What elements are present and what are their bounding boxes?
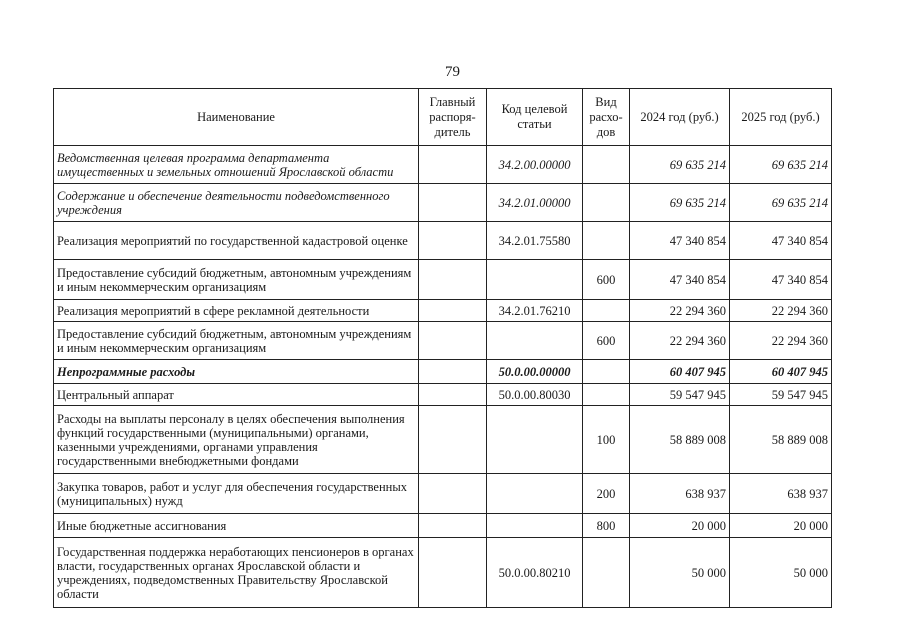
cell-vid	[583, 300, 630, 322]
cell-2025: 638 937	[730, 474, 832, 514]
cell-code: 34.2.01.75580	[487, 222, 583, 260]
cell-vid: 600	[583, 322, 630, 360]
table-row	[54, 538, 832, 608]
cell-2024: 638 937	[630, 474, 730, 514]
cell-code	[487, 514, 583, 538]
cell-vid: 100	[583, 406, 630, 474]
cell-name: Реализация мероприятий в сфере рекламной деятельности	[54, 300, 419, 322]
cell-2024: 22 294 360	[630, 300, 730, 322]
cell-vid	[583, 384, 630, 406]
cell-2025: 47 340 854	[730, 260, 832, 300]
cell-2025: 59 547 945	[730, 384, 832, 406]
cell-glav	[419, 184, 487, 222]
cell-2025: 22 294 360	[730, 300, 832, 322]
header-2025: 2025 год (руб.)	[730, 89, 832, 146]
cell-name: Расходы на выплаты персоналу в целях обеспечения выполнения функций государственными (муниципальными) органами, казенными учреждениями, органами управления государственными внебюджетными фондами	[54, 406, 419, 474]
table-row	[54, 322, 832, 360]
cell-name: Центральный аппарат	[54, 384, 419, 406]
table-row	[54, 222, 832, 260]
header-code: Код целевой статьи	[487, 89, 583, 146]
cell-vid	[583, 146, 630, 184]
cell-2025: 69 635 214	[730, 146, 832, 184]
table-row	[54, 184, 832, 222]
cell-code: 34.2.01.00000	[487, 184, 583, 222]
cell-name: Предоставление субсидий бюджетным, автономным учреждениям и иным некоммерческим организациям	[54, 260, 419, 300]
cell-glav	[419, 222, 487, 260]
cell-2024: 60 407 945	[630, 360, 730, 384]
table-row	[54, 474, 832, 514]
cell-2025: 60 407 945	[730, 360, 832, 384]
cell-2025: 50 000	[730, 538, 832, 608]
page-number: 79	[445, 64, 460, 80]
table-row	[54, 406, 832, 474]
cell-vid: 200	[583, 474, 630, 514]
cell-2024: 59 547 945	[630, 384, 730, 406]
cell-glav	[419, 514, 487, 538]
cell-2024: 69 635 214	[630, 184, 730, 222]
cell-name: Ведомственная целевая программа департамента имущественных и земельных отношений Ярославской области	[54, 146, 419, 184]
table-header-row	[54, 89, 832, 146]
cell-2025: 69 635 214	[730, 184, 832, 222]
cell-vid	[583, 360, 630, 384]
table-row	[54, 146, 832, 184]
cell-code	[487, 260, 583, 300]
cell-code: 50.0.00.00000	[487, 360, 583, 384]
cell-vid	[583, 184, 630, 222]
cell-glav	[419, 146, 487, 184]
cell-vid: 800	[583, 514, 630, 538]
header-name: Наименование	[54, 89, 419, 146]
cell-glav	[419, 322, 487, 360]
cell-glav	[419, 260, 487, 300]
cell-glav	[419, 384, 487, 406]
cell-code: 34.2.00.00000	[487, 146, 583, 184]
cell-2024: 69 635 214	[630, 146, 730, 184]
cell-glav	[419, 300, 487, 322]
cell-vid	[583, 222, 630, 260]
table-row	[54, 300, 832, 322]
cell-code	[487, 406, 583, 474]
header-2024: 2024 год (руб.)	[630, 89, 730, 146]
cell-code	[487, 474, 583, 514]
cell-2024: 20 000	[630, 514, 730, 538]
cell-vid: 600	[583, 260, 630, 300]
cell-name: Государственная поддержка неработающих пенсионеров в органах власти, государственных органах Ярославской области и учреждениях, подведомственных Правительству Ярославской области	[54, 538, 419, 608]
table-row	[54, 360, 832, 384]
budget-table	[53, 88, 832, 608]
cell-2024: 58 889 008	[630, 406, 730, 474]
cell-glav	[419, 406, 487, 474]
table-row	[54, 514, 832, 538]
cell-code: 50.0.00.80210	[487, 538, 583, 608]
cell-vid	[583, 538, 630, 608]
cell-name: Иные бюджетные ассигнования	[54, 514, 419, 538]
cell-2024: 47 340 854	[630, 222, 730, 260]
header-glav: Главный распоря-дитель	[419, 89, 487, 146]
cell-2025: 20 000	[730, 514, 832, 538]
cell-2024: 47 340 854	[630, 260, 730, 300]
cell-2024: 50 000	[630, 538, 730, 608]
cell-code	[487, 322, 583, 360]
cell-2025: 47 340 854	[730, 222, 832, 260]
cell-2025: 58 889 008	[730, 406, 832, 474]
cell-2025: 22 294 360	[730, 322, 832, 360]
cell-2024: 22 294 360	[630, 322, 730, 360]
header-vid: Вид расхо-дов	[583, 89, 630, 146]
table-row	[54, 384, 832, 406]
cell-name: Предоставление субсидий бюджетным, автономным учреждениям и иным некоммерческим организациям	[54, 322, 419, 360]
cell-name: Закупка товаров, работ и услуг для обеспечения государственных (муниципальных) нужд	[54, 474, 419, 514]
cell-name: Непрограммные расходы	[54, 360, 419, 384]
cell-code: 34.2.01.76210	[487, 300, 583, 322]
table-row	[54, 260, 832, 300]
cell-name: Содержание и обеспечение деятельности подведомственного учреждения	[54, 184, 419, 222]
cell-glav	[419, 360, 487, 384]
cell-glav	[419, 474, 487, 514]
cell-name: Реализация мероприятий по государственной кадастровой оценке	[54, 222, 419, 260]
cell-glav	[419, 538, 487, 608]
cell-code: 50.0.00.80030	[487, 384, 583, 406]
